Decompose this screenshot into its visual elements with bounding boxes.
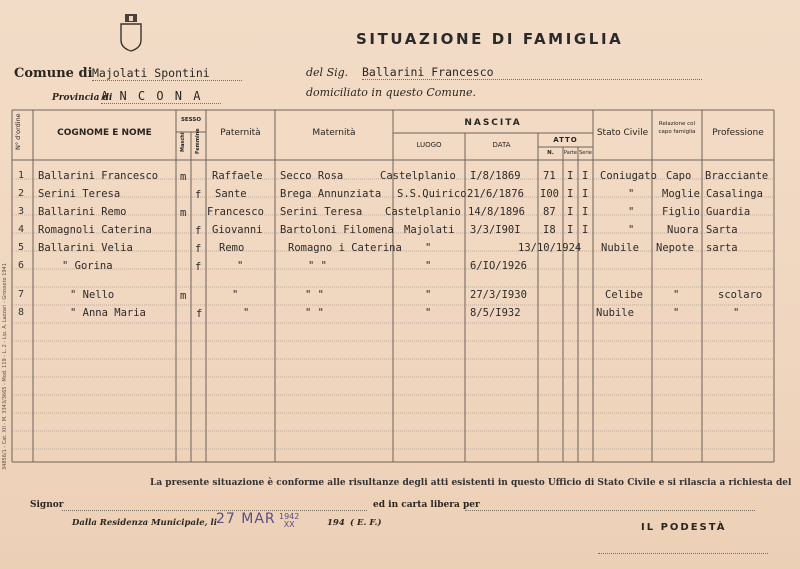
luogo-nascita: " bbox=[425, 260, 432, 272]
stato-civile: Nubile bbox=[601, 242, 639, 254]
provincia-label: Provincia di bbox=[52, 93, 113, 103]
cognome-nome: Ballarini Remo bbox=[38, 206, 127, 218]
paternita: " bbox=[232, 289, 239, 301]
sesso-f: f bbox=[195, 225, 202, 237]
cognome-nome: Romagnoli Caterina bbox=[38, 224, 152, 236]
header-atto-serie: Serie bbox=[579, 150, 592, 156]
carta-underline bbox=[465, 510, 755, 511]
header-atto: ATTO bbox=[553, 136, 578, 144]
data-nascita: I/8/1869 bbox=[470, 170, 521, 182]
row-number: 2 bbox=[18, 188, 25, 199]
luogo-nascita: Castelplanio bbox=[380, 170, 456, 182]
paternita: Remo bbox=[219, 242, 245, 254]
paternita: Giovanni bbox=[212, 224, 263, 236]
atto-parte: I bbox=[567, 224, 574, 236]
comune-value: Majolati Spontini bbox=[92, 66, 210, 80]
cognome-nome: " Gorina bbox=[62, 260, 113, 272]
sesso-f: f bbox=[195, 189, 202, 201]
header-professione: Professione bbox=[712, 128, 764, 138]
maternita: " " bbox=[308, 260, 327, 272]
header-atto-num: N. bbox=[547, 150, 554, 156]
stato-civile: " bbox=[628, 206, 635, 218]
row-number: 5 bbox=[18, 242, 25, 253]
maternita: Brega Annunziata bbox=[280, 188, 382, 200]
data-nascita: 6/IO/1926 bbox=[470, 260, 527, 272]
row-number: 4 bbox=[18, 224, 25, 235]
stato-civile: " bbox=[628, 188, 635, 200]
professione: Casalinga bbox=[706, 188, 763, 200]
luogo-nascita: Castelplanio bbox=[385, 206, 461, 218]
paternita: " bbox=[243, 307, 250, 319]
data-nascita: 14/8/1896 bbox=[468, 206, 525, 218]
document-title: SITUAZIONE DI FAMIGLIA bbox=[356, 30, 624, 48]
professione: " bbox=[733, 307, 740, 319]
atto-serie: I bbox=[582, 188, 589, 200]
atto-parte: I bbox=[567, 188, 574, 200]
row-number: 1 bbox=[18, 170, 25, 181]
anno-text: 194 bbox=[327, 518, 345, 528]
maternita: Serini Teresa bbox=[280, 206, 363, 218]
sesso-m: m bbox=[180, 171, 187, 183]
professione: scolaro bbox=[718, 289, 763, 301]
row-number: 3 bbox=[18, 206, 25, 217]
relazione: Nepote bbox=[656, 242, 694, 254]
signature-line bbox=[598, 553, 768, 554]
signor-label: Signor bbox=[30, 500, 64, 510]
data-nascita: 3/3/I90I bbox=[470, 224, 521, 236]
maternita: " " bbox=[305, 289, 324, 301]
residenza-text: Dalla Residenza Municipale, li bbox=[72, 518, 217, 528]
del-sig-value: Ballarini Francesco bbox=[362, 65, 494, 79]
relazione: " bbox=[673, 289, 680, 301]
era-fascista-text: ( E. F.) bbox=[350, 518, 382, 528]
sesso-m: m bbox=[180, 290, 187, 302]
atto-numero: I00 bbox=[540, 188, 559, 200]
podesta-signature-label: IL PODESTÀ bbox=[641, 522, 727, 533]
maternita: " " bbox=[305, 307, 324, 319]
paternita: " bbox=[237, 260, 244, 272]
relazione: " bbox=[673, 307, 680, 319]
maternita: Romagno i Caterina bbox=[288, 242, 402, 254]
provincia-value: A N C O N A bbox=[101, 89, 203, 103]
date-stamp: 27 MAR bbox=[216, 511, 276, 527]
cognome-nome: Ballarini Velia bbox=[38, 242, 133, 254]
maternita: Secco Rosa bbox=[280, 170, 344, 182]
header-sesso: SESSO bbox=[180, 117, 202, 123]
relazione: Figlio bbox=[662, 206, 700, 218]
header-cognome: COGNOME E NOME bbox=[57, 128, 152, 138]
row-number: 8 bbox=[18, 307, 25, 318]
signor-underline bbox=[62, 510, 367, 511]
header-relazione: Relazione col capo famiglia bbox=[658, 121, 696, 135]
carta-libera-text: ed in carta libera per bbox=[373, 500, 480, 510]
header-luogo: LUOGO bbox=[416, 141, 442, 149]
row-number: 6 bbox=[18, 260, 25, 271]
header-maschi: Maschi bbox=[180, 132, 186, 152]
cognome-nome: " Nello bbox=[70, 289, 115, 301]
stato-civile: " bbox=[628, 224, 635, 236]
atto-numero: 87 bbox=[543, 206, 556, 218]
sesso-f: f bbox=[196, 308, 203, 320]
row-number: 7 bbox=[18, 289, 25, 300]
sesso-f: f bbox=[195, 243, 202, 255]
stato-civile: Celibe bbox=[605, 289, 643, 301]
stato-civile: Coniugato bbox=[600, 170, 657, 182]
sesso-f: f bbox=[195, 261, 202, 273]
conformity-statement: La presente situazione è conforme alle risultanze degli atti esistenti in questo Ufficio di Stato Civile e si rilascia a richiesta del bbox=[150, 478, 792, 488]
maternita: Bartoloni Filomena bbox=[280, 224, 394, 236]
stamp-year-roman: XX bbox=[283, 520, 295, 529]
atto-serie: I bbox=[582, 170, 589, 182]
luogo-nascita: S.S.Quirico bbox=[397, 188, 467, 200]
cognome-nome: Serini Teresa bbox=[38, 188, 121, 200]
comune-label: Comune di bbox=[14, 66, 93, 81]
cognome-nome: " Anna Maria bbox=[70, 307, 146, 319]
del-sig-label: del Sig. bbox=[306, 66, 349, 79]
header-stato-civile: Stato Civile bbox=[596, 128, 649, 138]
paternita: Raffaele bbox=[212, 170, 263, 182]
sesso-m: m bbox=[180, 207, 187, 219]
atto-parte: I bbox=[567, 206, 574, 218]
header-nascita: NASCITA bbox=[464, 118, 522, 128]
atto-serie: I bbox=[582, 206, 589, 218]
stamp-year: 1942 bbox=[279, 512, 300, 521]
luogo-nascita: Majolati bbox=[404, 224, 455, 236]
relazione: Moglie bbox=[662, 188, 700, 200]
header-data: DATA bbox=[492, 141, 511, 149]
date-stamp-year bbox=[279, 513, 299, 529]
data-nascita: 13/10/1924 bbox=[518, 242, 582, 254]
printer-serial: 34856/1 - Cat. XII - M. 3343/3665 - Mod. 119 - L. 2 - Lip. A. Lazzari - Grosseto 1941 bbox=[2, 263, 8, 470]
professione: sarta bbox=[706, 242, 738, 254]
relazione: Nuora bbox=[667, 224, 699, 236]
atto-numero: 71 bbox=[543, 170, 556, 182]
header-maternita: Maternità bbox=[312, 128, 356, 138]
atto-numero: I8 bbox=[543, 224, 556, 236]
professione: Sarta bbox=[706, 224, 738, 236]
relazione: Capo bbox=[666, 170, 692, 182]
data-nascita: 27/3/I930 bbox=[470, 289, 527, 301]
luogo-nascita: " bbox=[425, 307, 432, 319]
header-atto-parte: Parte bbox=[564, 150, 577, 156]
atto-serie: I bbox=[582, 224, 589, 236]
header-femmine: Femmine bbox=[195, 128, 201, 154]
data-nascita: 8/5/I932 bbox=[470, 307, 521, 319]
luogo-nascita: " bbox=[425, 289, 432, 301]
header-num: N° d'ordine bbox=[14, 113, 22, 150]
professione: Guardia bbox=[706, 206, 751, 218]
luogo-nascita: " bbox=[425, 242, 432, 254]
domicile-text: domiciliato in questo Comune. bbox=[306, 86, 476, 99]
paternita: Francesco bbox=[207, 206, 264, 218]
data-nascita: 21/6/1876 bbox=[467, 188, 524, 200]
stato-civile: Nubile bbox=[596, 307, 634, 319]
atto-parte: I bbox=[567, 170, 574, 182]
professione: Bracciante bbox=[705, 170, 769, 182]
header-paternita: Paternità bbox=[220, 128, 261, 138]
paternita: Sante bbox=[215, 188, 247, 200]
cognome-nome: Ballarini Francesco bbox=[38, 170, 159, 182]
